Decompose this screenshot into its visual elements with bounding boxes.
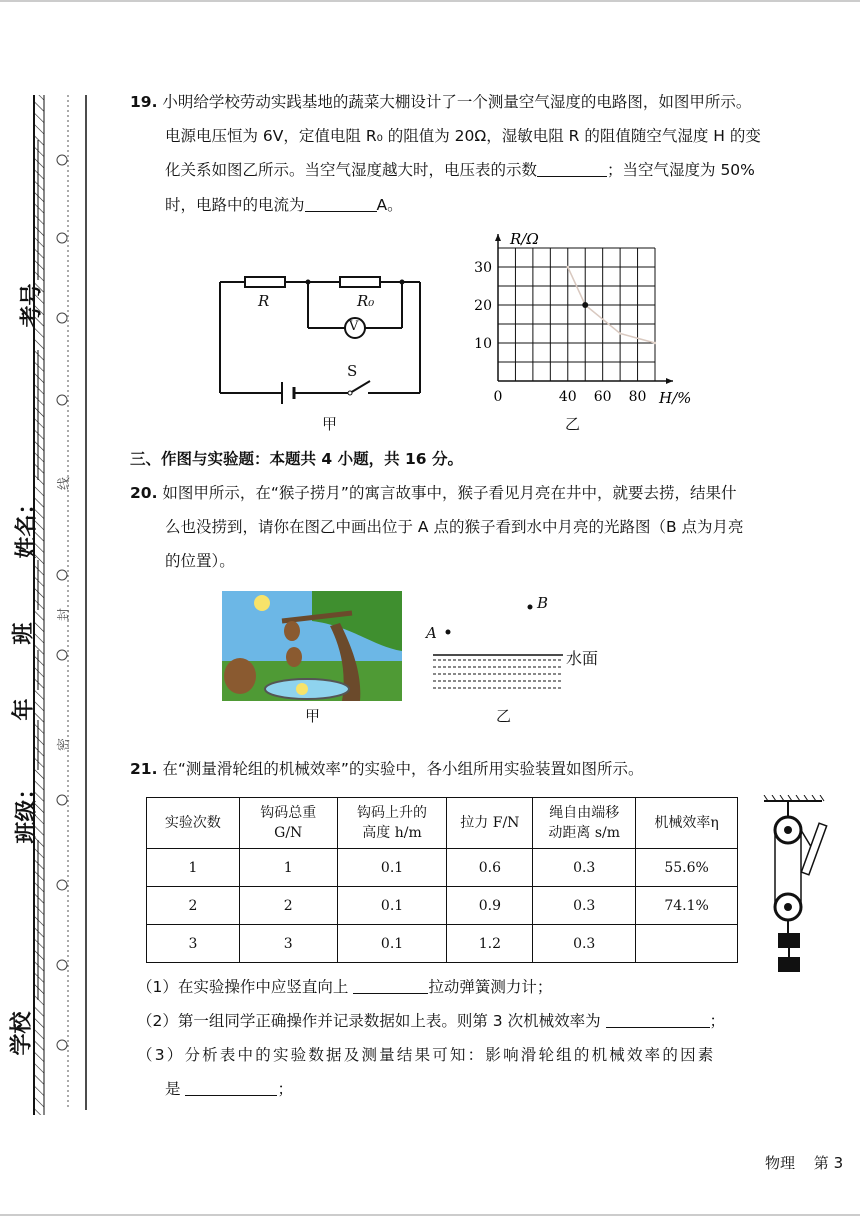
q20-text-1: 如图甲所示，在“猴子捞月”的寓言故事中，猴子看见月亮在井中，就要去捞，结果什 [162,484,737,502]
table-cell: 0.6 [447,849,533,887]
table-answer-cell[interactable] [636,925,738,963]
point-A-label: A [426,624,437,642]
q21-sub1-text-a: （1）在实验操作中应竖直向上 [137,978,349,996]
table-cell: 0.1 [337,925,447,963]
circuit-label-S: S [347,362,358,380]
x-tick-label: 60 [593,389,612,405]
table-row [147,849,738,887]
circuit-label-V: V [349,319,359,334]
q20-text-2: 么也没捞到，请你在图乙中画出位于 A 点的猴子看到水中月亮的光路图（B 点为月亮 [165,518,744,536]
table-cell: 0.1 [337,887,447,925]
q19-text-3a: 化关系如图乙所示。当空气湿度越大时，电压表的示数 [165,161,538,179]
q21-sub3-line2 [165,1072,293,1106]
y-axis-arrow [495,234,501,241]
q21-answer-blank-3[interactable] [185,1077,277,1096]
q21-sub2-text-a: （2）第一组同学正确操作并记录数据如上表。则第 3 次机械效率为 [137,1012,601,1030]
table-header-cell: 钩码总重 G/N [239,798,337,849]
name-label: 姓名： [14,492,40,559]
diagram-caption-yi: 乙 [496,707,512,725]
pulley-apparatus [760,795,828,980]
q21-line1 [130,752,643,786]
y-tick-label: 20 [474,298,492,314]
q20-line1 [130,476,736,510]
page-footer [765,1152,843,1173]
table-cell: 1 [147,849,240,887]
footer-subject: 物理 [765,1154,796,1172]
table-cell: 2 [239,887,337,925]
class-ban-label: 班 [11,622,37,645]
q19-line1 [130,85,751,119]
q19-text-3b: ；当空气湿度为 50% [607,161,755,179]
graph-caption: 乙 [565,415,581,433]
q19-text-1: 小明给学校劳动实践基地的蔬菜大棚设计了一个测量空气湿度的电路图，如图甲所示。 [162,93,752,111]
circuit-caption: 甲 [322,415,338,433]
y-tick-label: 10 [474,336,492,352]
q19-line3 [165,153,755,187]
q21-sub3-text-a: （3）分析表中的实验数据及测量结果可知：影响滑轮组的机械效率的因素 [137,1046,716,1064]
q21-answer-blank-1[interactable] [353,975,428,994]
q19-text-4b: A。 [376,196,403,214]
highlight-point [582,302,588,308]
table-cell: 0.3 [533,925,636,963]
seal-char-1: 线 [57,476,73,491]
series-point [619,332,621,334]
point-B-label: B [537,594,549,612]
series-point [654,342,656,344]
table-cell: 3 [147,925,240,963]
circuit-label-R0: R₀ [357,292,375,310]
grade-nian-label: 年 [11,698,37,721]
x-axis-label: H/% [659,389,692,407]
q19-text-2: 电源电压恒为 6V，定值电阻 R₀ 的阻值为 20Ω，湿敏电阻 R 的阻值随空气湿度 H 的变 [165,127,761,145]
q21-sub1 [137,970,552,1004]
q21-sub3-text-c: ； [277,1080,293,1098]
experiment-data-table [146,797,738,963]
x-tick-label: 80 [628,389,647,405]
q21-intro: 在“测量滑轮组的机械效率”的实验中，各小组所用实验装置如图所示。 [162,760,644,778]
table-cell: 55.6% [636,849,738,887]
seal-char-3: 密 [57,737,73,752]
table-header-cell: 机械效率η [636,798,738,849]
q20-number: 20. [130,484,158,502]
monkey-moon-illustration [222,591,402,701]
table-header-cell: 拉力 F/N [447,798,533,849]
x-axis-arrow [666,378,673,384]
q19-number: 19. [130,93,158,111]
table-row [147,925,738,963]
q19-answer-blank-1[interactable] [537,158,607,177]
circuit-diagram [210,268,430,408]
table-cell: 74.1% [636,887,738,925]
table-header-cell: 实验次数 [147,798,240,849]
footer-page: 第 3 [813,1154,844,1172]
water-surface-diagram [425,590,625,700]
exam-no-label: 考号 [19,283,45,328]
school-label: 学校 [9,1011,35,1056]
top-rule [0,0,860,2]
table-cell: 0.9 [447,887,533,925]
q19-text-4a: 时，电路中的电流为 [165,196,305,214]
table-cell: 1.2 [447,925,533,963]
q21-sub1-text-b: 拉动弹簧测力计； [428,978,553,996]
water-surface-label: 水面 [566,649,599,668]
table-cell: 0.3 [533,887,636,925]
binding-margin [0,0,100,1216]
humidity-resistance-graph [460,226,700,416]
q21-sub3-text-b: 是 [165,1080,181,1098]
q21-number: 21. [130,760,158,778]
y-axis-label: R/Ω [510,230,539,248]
table-cell: 1 [239,849,337,887]
series-point [567,266,569,268]
y-tick-label: 30 [474,260,492,276]
table-cell: 0.3 [533,849,636,887]
q20-text-3: 的位置）。 [165,552,235,570]
table-cell: 0.1 [337,849,447,887]
table-header-cell: 钩码上升的 高度 h/m [337,798,447,849]
illustration-caption-jia: 甲 [305,707,321,725]
q19-line4 [165,188,403,222]
q21-sub2 [137,1004,725,1038]
q21-sub2-text-b: ； [709,1012,726,1030]
section3-heading: 三、作图与实验题：本题共 4 小题，共 16 分。 [130,450,463,468]
table-header-cell: 绳自由端移 动距离 s/m [533,798,636,849]
seal-char-2: 封 [57,607,73,622]
q21-answer-blank-2[interactable] [606,1009,710,1028]
circuit-label-R: R [258,292,270,310]
x-tick-label: 0 [493,389,503,405]
table-row [147,887,738,925]
table-cell: 3 [239,925,337,963]
x-tick-label: 40 [558,389,577,405]
table-cell: 2 [147,887,240,925]
table-header-row [147,798,738,849]
q19-answer-blank-2[interactable] [305,193,377,212]
class-label: 班级： [14,777,40,844]
